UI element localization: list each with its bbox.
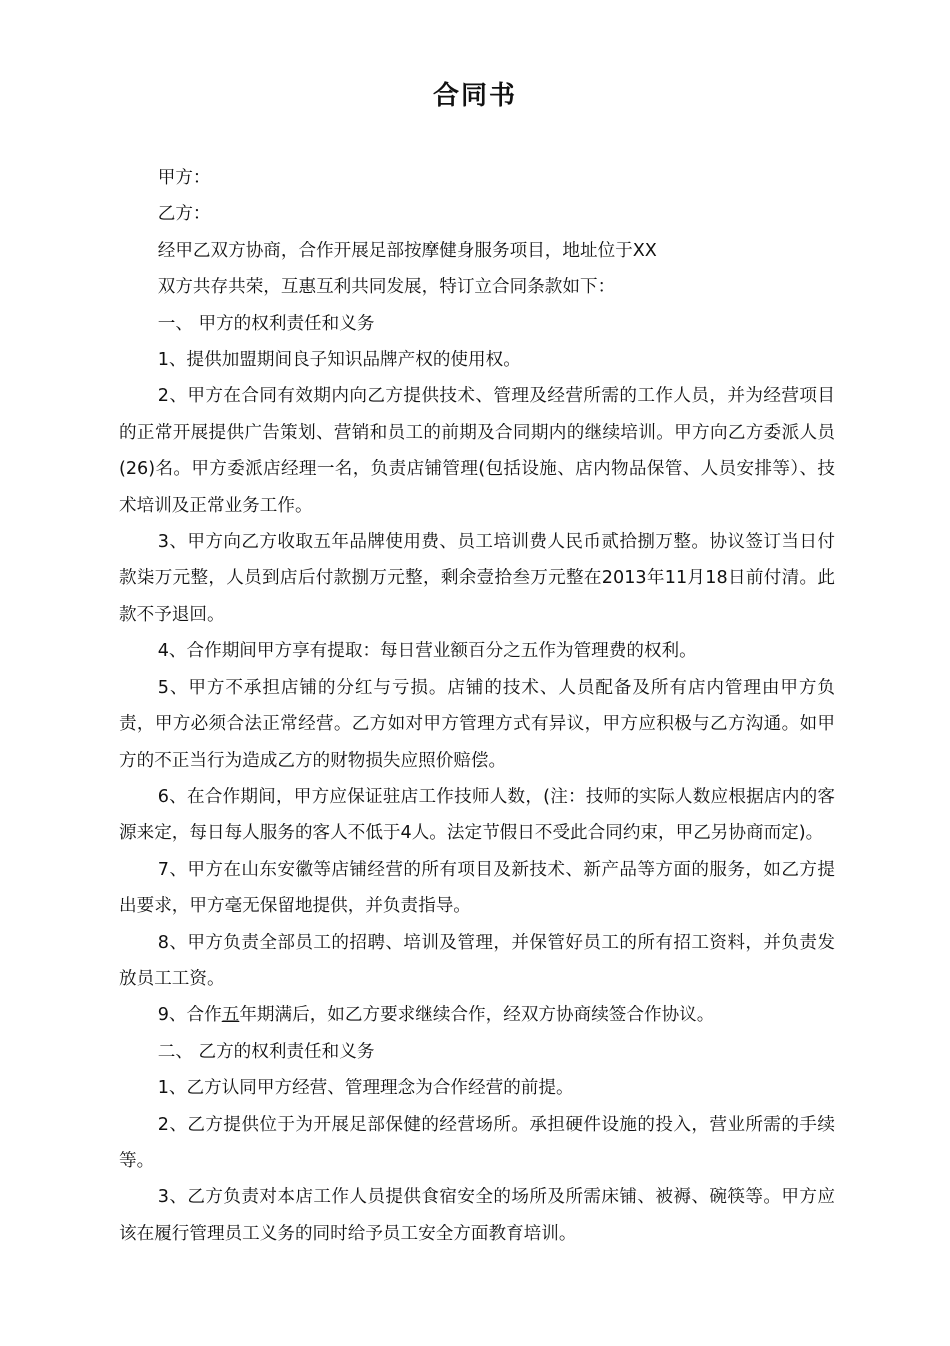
clause-a-9	[119, 997, 835, 1033]
clause-a-3: 3、甲方向乙方收取五年品牌使用费、员工培训费人民币贰拾捌万整。协议签订当日付款柒万元整，人员到店后付款捌万元整，剩余壹拾叁万元整在2013年11月18日前付清。此款不予退回。	[119, 532, 835, 625]
clause-a-9-underlined: 五	[221, 1005, 240, 1026]
document-title: 合同书	[432, 81, 517, 111]
section-heading-party-a: 一、 甲方的权利责任和义务	[157, 313, 375, 334]
intro-paragraph: 经甲乙双方协商，合作开展足部按摩健身服务项目，地址位于XX	[157, 240, 657, 261]
section-heading-party-b: 二、 乙方的权利责任和义务	[157, 1041, 375, 1062]
clause-a-4: 4、合作期间甲方享有提取：每日营业额百分之五作为管理费的权利。	[157, 641, 697, 662]
clause-b-2: 2、乙方提供位于为开展足部保健的经营场所。承担硬件设施的投入，营业所需的手续等。	[119, 1114, 835, 1171]
clause-a-8: 8、甲方负责全部员工的招聘、培训及管理，并保管好员工的所有招工资料，并负责发放员工工资。	[119, 932, 835, 989]
intro-paragraph-2: 双方共存共荣，互惠互利共同发展，特订立合同条款如下：	[157, 277, 616, 298]
clause-b-1: 1、乙方认同甲方经营、管理理念为合作经营的前提。	[157, 1078, 574, 1099]
party-a-line: 甲方：	[157, 168, 211, 188]
clause-b-3: 3、乙方负责对本店工作人员提供食宿安全的场所及所需床铺、被褥、碗筷等。甲方应该在履行管理员工义务的同时给予员工安全方面教育培训。	[119, 1187, 835, 1244]
clause-a-1: 1、提供加盟期间良子知识品牌产权的使用权。	[157, 350, 521, 371]
document-body	[119, 160, 835, 1252]
clause-a-2: 2、甲方在合同有效期内向乙方提供技术、管理及经营所需的工作人员，并为经营项目的正常开展提供广告策划、营销和员工的前期及合同期内的继续培训。甲方向乙方委派人员(26)名。甲方委派店经理一名，负责店铺管理(包括设施、店内物品保管、人员安排等）、技术培训及正常业务工作。	[119, 386, 835, 516]
clause-a-9-end: 年期满后，如乙方要求继续合作，经双方协商续签合作协议。	[239, 1005, 715, 1026]
clause-a-6: 6、在合作期间，甲方应保证驻店工作技师人数，(注：技师的实际人数应根据店内的客源来定，每日每人服务的客人不低于4人。法定节假日不受此合同约束，甲乙另协商而定)。	[119, 786, 835, 844]
party-b-line: 乙方：	[157, 204, 211, 225]
clause-a-9-start: 9、合作	[157, 1005, 222, 1026]
clause-a-5: 5、甲方不承担店铺的分红与亏损。店铺的技术、人员配备及所有店内管理由甲方负责，甲方必须合法正常经营。乙方如对甲方管理方式有异议，甲方应积极与乙方沟通。如甲方的不正当行为造成乙方的财物损失应照价赔偿。	[119, 677, 835, 771]
clause-a-7: 7、甲方在山东安徽等店铺经营的所有项目及新技术、新产品等方面的服务，如乙方提出要求，甲方毫无保留地提供，并负责指导。	[119, 859, 835, 917]
